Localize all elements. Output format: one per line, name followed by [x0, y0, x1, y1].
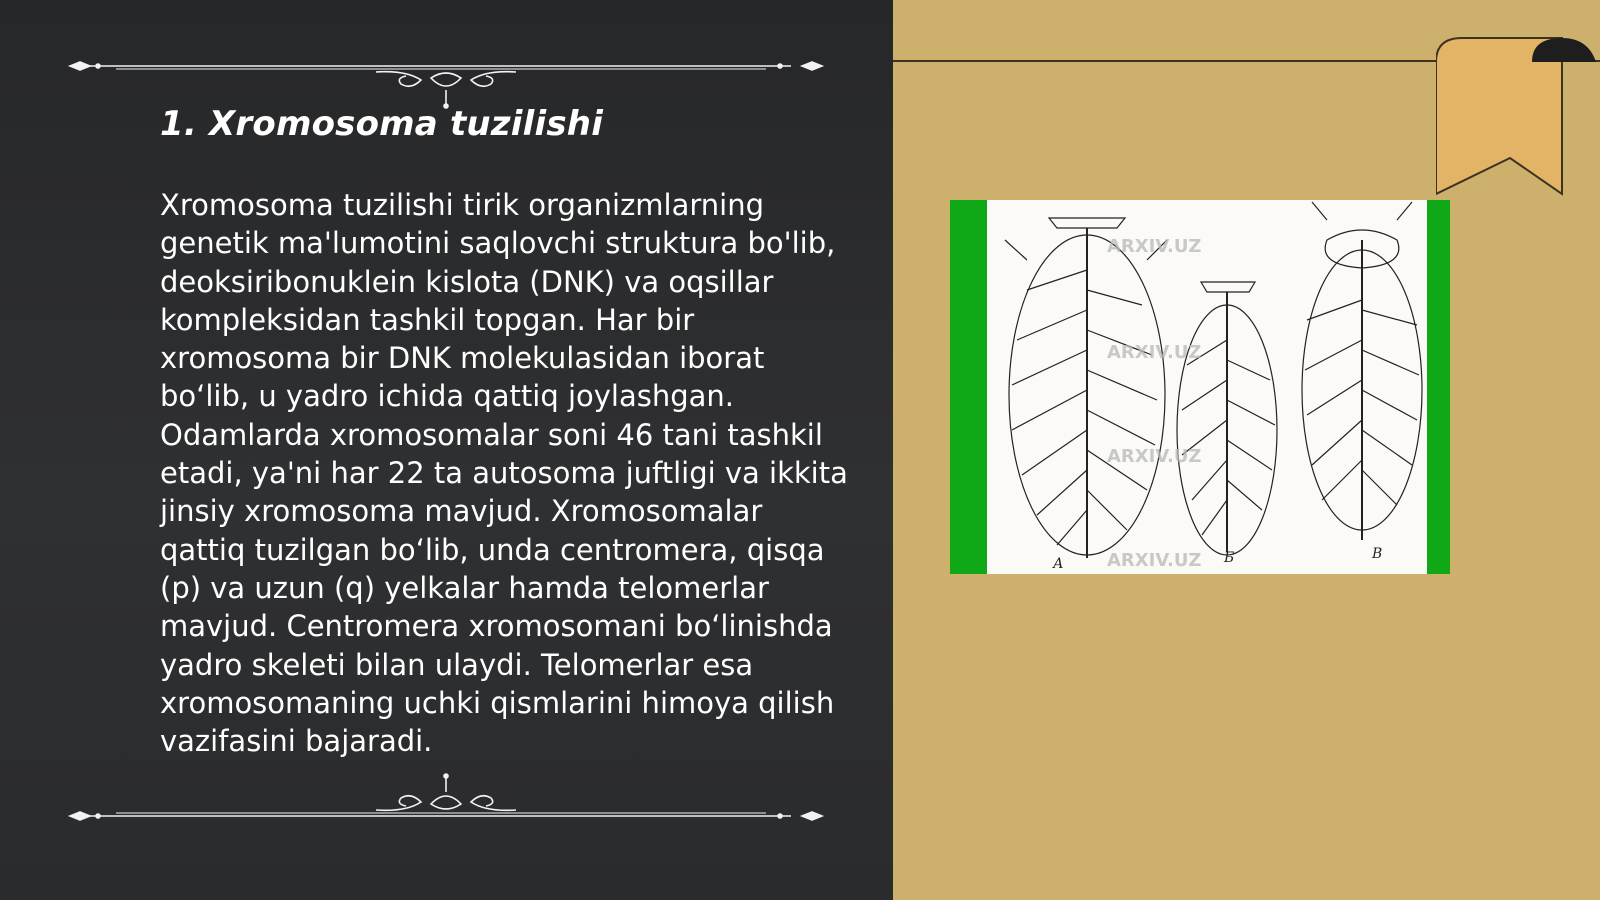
- ornament-divider-bottom-icon: [66, 772, 826, 832]
- figure-label-a: А: [1053, 556, 1064, 572]
- figure-label-c: В: [1372, 546, 1383, 562]
- figure-image-area: [987, 200, 1427, 574]
- insect-drawings-icon: [987, 200, 1427, 574]
- insect-nervous-system-figure: [950, 200, 1450, 574]
- slide-body-text: Xromosoma tuzilishi tirik organizmlarning genetik ma'lumotini saqlovchi struktura bo'lib, deoksiribonuklein kislota (DNK) va oqsillar kompleksidan tashkil topgan. Har bir xromosoma bir DNK molekulasidan iborat bo‘lib, u yadro ichida qattiq joylashgan. Odamlarda xromosomalar soni 46 tani tashkil etadi, ya'ni har 22 ta autosoma juftligi va ikkita jinsiy xromosoma mavjud. Xromosomalar qattiq tuzilgan bo‘lib, unda centromera, qisqa (p) va uzun (q) yelkalar hamda telomerlar mavjud. Centromera xromosomani bo‘linishda yadro skeleti bilan ulaydi. Telomerlar esa xromosomaning uchki qismlarini himoya qilish vazifasini bajaradi.: [160, 188, 848, 759]
- watermark-text: ARXIV.UZ: [1107, 342, 1202, 363]
- ornament-divider-top-icon: [66, 50, 826, 110]
- figure-label-b: Б: [1224, 550, 1235, 566]
- slide-title: 1. Xromosoma tuzilishi: [160, 104, 604, 144]
- watermark-text: ARXIV.UZ: [1107, 236, 1202, 257]
- watermark-text: ARXIV.UZ: [1107, 446, 1202, 467]
- bookmark-ribbon-icon: [1436, 36, 1596, 198]
- watermark-text: ARXIV.UZ: [1107, 550, 1202, 571]
